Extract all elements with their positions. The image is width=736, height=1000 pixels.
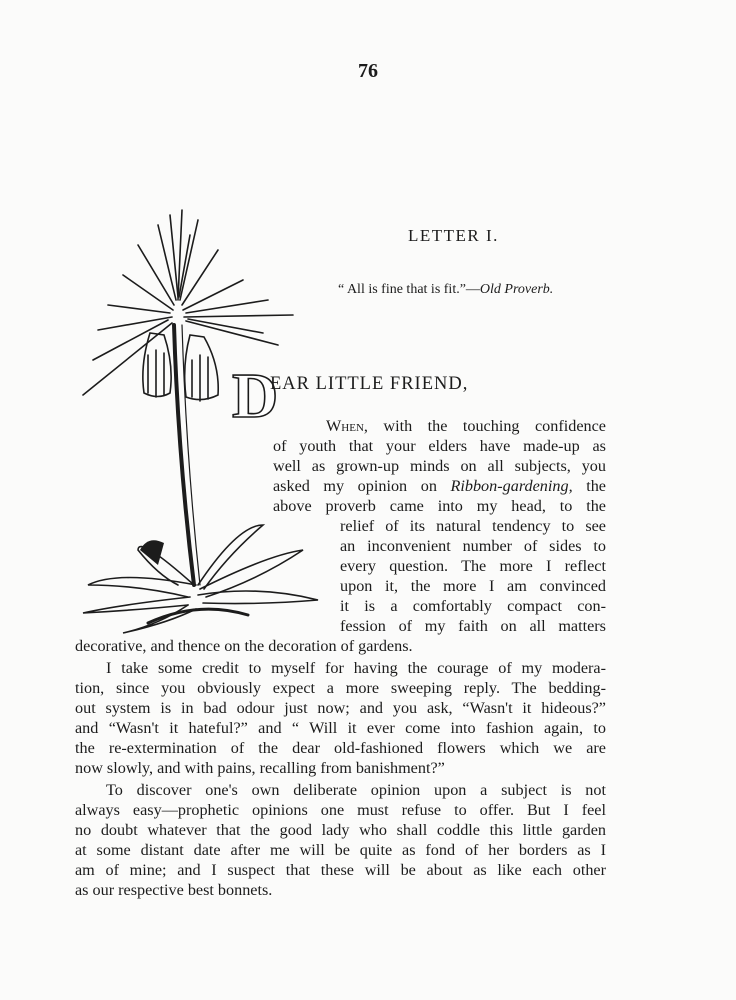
epigraph-quote: “ All is fine that is fit.”—: [338, 282, 480, 297]
epigraph-source: Old Proverb.: [479, 282, 554, 297]
text-line: every question. The more I reflect: [340, 557, 606, 575]
text-line: of youth that your elders have made-up as: [273, 437, 606, 455]
text-line: am of mine; and I suspect that these will be about as like each other: [75, 861, 606, 879]
text-line: an inconvenient number of sides to: [340, 537, 606, 555]
text-run: asked my opinion on: [273, 477, 451, 495]
text-line: no doubt whatever that the good lady who shall coddle this little garden: [75, 821, 606, 839]
text-run: Ribbon-gardening,: [450, 477, 573, 495]
text-line: and “Wasn't it hateful?” and “ Will it ever come into fashion again, to: [75, 719, 606, 737]
text-line: well as grown-up minds on all subjects, you: [273, 457, 606, 475]
text-line: relief of its natural tendency to see: [340, 517, 606, 535]
text-line: it is a comfortably compact con-: [340, 597, 606, 615]
text-line: as our respective best bonnets.: [75, 881, 273, 899]
text-line: fession of my faith on all matters: [340, 617, 606, 635]
text-line: upon it, the more I am convinced: [340, 577, 606, 595]
text-line: the re-extermination of the dear old-fashioned flowers which we are: [75, 739, 606, 757]
text-line: To discover one's own deliberate opinion upon a subject is not: [106, 781, 606, 799]
salutation: EAR LITTLE FRIEND,: [270, 374, 469, 394]
text-line: [326, 416, 606, 436]
text-line: decorative, and thence on the decoration of gardens.: [75, 637, 413, 655]
drop-cap: D: [232, 360, 279, 431]
text-line: out system is in bad odour just now; and you ask, “Wasn't it hideous?”: [75, 699, 606, 717]
text-line: now slowly, and with pains, recalling from banishment?”: [75, 759, 445, 777]
text-line: I take some credit to myself for having the courage of my modera-: [106, 659, 606, 677]
text-line: tion, since you obviously expect a more sweeping reply. The bedding-: [75, 679, 606, 697]
page-number: 76: [358, 60, 378, 82]
text-line: always easy—prophetic opinions one must refuse to offer. But I feel: [75, 801, 606, 819]
text-run: When,: [326, 417, 368, 435]
text-line: [273, 476, 606, 496]
text-run: with the touching confidence: [367, 417, 606, 435]
text-line: above proverb came into my head, to the: [273, 497, 606, 515]
fritillary-flower-icon: [78, 205, 323, 637]
text-run: the: [572, 477, 606, 495]
epigraph: [338, 282, 553, 298]
text-line: at some distant date after me will be quite as fond of her borders as I: [75, 841, 606, 859]
letter-title: LETTER I.: [408, 226, 499, 245]
